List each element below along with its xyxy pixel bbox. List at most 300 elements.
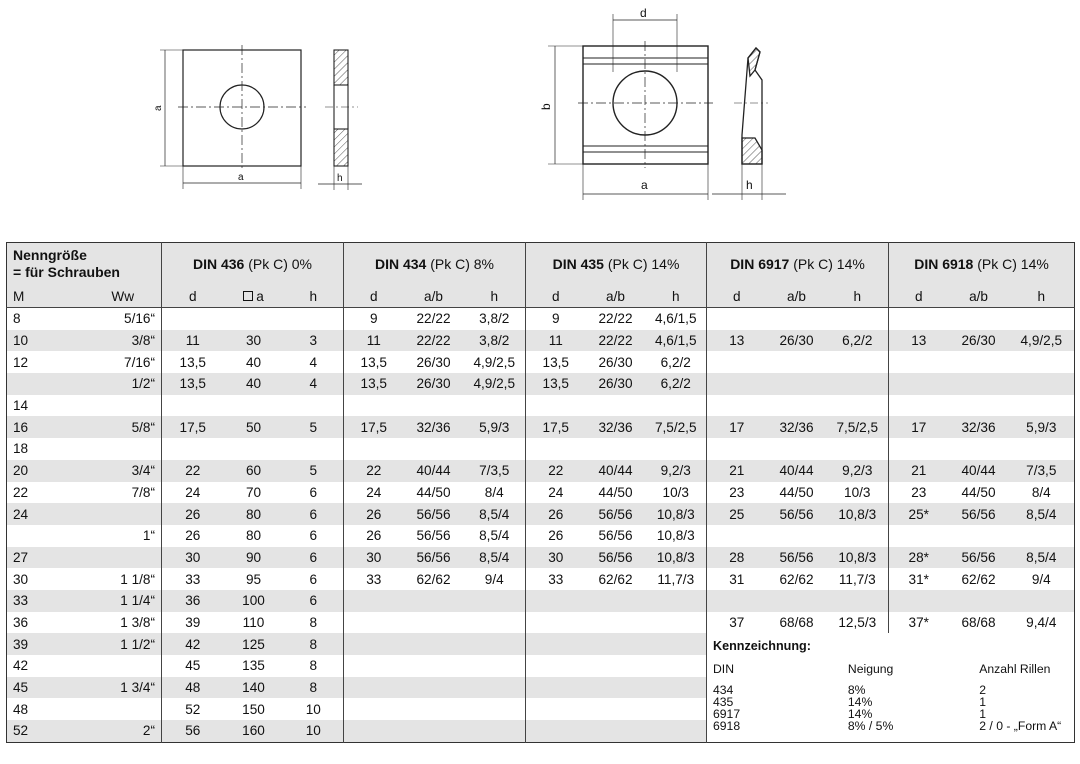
cell-435-d: 26 bbox=[526, 503, 586, 525]
cell-434-ab bbox=[404, 677, 464, 699]
cell-m: 20 bbox=[7, 460, 85, 482]
cell-434-d bbox=[344, 720, 404, 742]
kennzeichnung-cell: 14% bbox=[848, 696, 979, 708]
cell-435-h bbox=[646, 612, 707, 634]
cell-435-h bbox=[646, 655, 707, 677]
cell-436-d: 42 bbox=[162, 633, 224, 655]
cell-436-h: 5 bbox=[284, 416, 344, 438]
cell-434-d: 30 bbox=[344, 547, 404, 569]
cell-435-ab: 44/50 bbox=[598, 484, 633, 500]
cell-434-ab: 26/30 bbox=[404, 373, 464, 395]
cell-434-d bbox=[344, 395, 404, 417]
cell-6917-d: 13 bbox=[707, 330, 767, 352]
cell-436-ab: 140 bbox=[224, 677, 284, 699]
cell-436-h: 5 bbox=[284, 460, 344, 482]
cell-6918-d: 28* bbox=[889, 547, 949, 569]
cell-435-h: 11,7/3 bbox=[657, 571, 695, 587]
cell-m: 33 bbox=[7, 590, 85, 612]
cell-434-h: 7/3,5 bbox=[464, 460, 526, 482]
cell-436-h: 6 bbox=[309, 528, 318, 544]
cell-435-h bbox=[646, 677, 707, 699]
cell-436-d: 13,5 bbox=[162, 373, 224, 395]
cell-6918-ab bbox=[949, 438, 1009, 460]
cell-m: 14 bbox=[13, 398, 29, 414]
cell-ww bbox=[85, 698, 162, 720]
cell-434-h: 3,8/2 bbox=[479, 311, 510, 327]
cell-ww bbox=[85, 547, 162, 569]
col-header-435-ab: a/b bbox=[586, 285, 646, 308]
cell-6918-ab bbox=[949, 395, 1009, 417]
cell-434-ab bbox=[404, 720, 464, 742]
cell-434-h: 3,8/2 bbox=[464, 330, 526, 352]
cell-435-h bbox=[646, 438, 707, 460]
cell-436-ab: 100 bbox=[224, 590, 284, 612]
cell-436-d: 39 bbox=[162, 612, 224, 634]
col-header-436-a: a bbox=[224, 285, 284, 308]
table-row bbox=[7, 568, 1075, 590]
cell-6917-d bbox=[707, 590, 767, 612]
cell-434-h bbox=[464, 633, 526, 655]
cell-435-ab bbox=[586, 590, 646, 612]
cell-ww: 1 3/4“ bbox=[85, 677, 162, 699]
table-row bbox=[7, 633, 1075, 655]
group-header-din6917: DIN 6917 (Pk C) 14% bbox=[707, 243, 889, 286]
cell-ww: 3/8“ bbox=[85, 330, 162, 352]
cell-m: 48 bbox=[13, 701, 29, 717]
cell-436-ab: 70 bbox=[245, 484, 262, 500]
cell-ww: 5/8“ bbox=[85, 416, 162, 438]
cell-6917-d: 37 bbox=[707, 612, 767, 634]
cell-436-d bbox=[162, 438, 224, 460]
col-header-m: M bbox=[7, 285, 85, 308]
cell-435-ab bbox=[586, 438, 646, 460]
cell-435-d bbox=[526, 698, 586, 720]
col-header-435-h: h bbox=[646, 285, 707, 308]
cell-436-ab: 30 bbox=[224, 330, 284, 352]
table-row bbox=[7, 482, 1075, 504]
col-header-ww: Ww bbox=[85, 285, 162, 308]
cell-ww: 1 1/4“ bbox=[85, 590, 162, 612]
cell-m: 30 bbox=[13, 571, 29, 587]
cell-435-ab: 62/62 bbox=[598, 571, 633, 587]
cell-ww: 2“ bbox=[85, 720, 162, 742]
cell-435-d bbox=[526, 677, 586, 699]
cell-6918-ab: 26/30 bbox=[949, 330, 1009, 352]
cell-436-ab: 40 bbox=[245, 354, 262, 370]
kennzeichnung-header: DIN bbox=[713, 663, 848, 684]
cell-436-d: 26 bbox=[162, 525, 224, 547]
cell-435-d: 13,5 bbox=[526, 373, 586, 395]
kennzeichnung-cell: 6917 bbox=[713, 708, 848, 720]
cell-435-h: 6,2/2 bbox=[646, 373, 707, 395]
cell-434-ab bbox=[404, 698, 464, 720]
cell-436-h: 6 bbox=[309, 484, 318, 500]
cell-434-d: 26 bbox=[344, 503, 404, 525]
cell-6917-ab: 40/44 bbox=[767, 460, 827, 482]
kennzeichnung-cell: 8% / 5% bbox=[848, 720, 979, 732]
cell-6917-ab bbox=[767, 590, 827, 612]
cell-434-ab: 62/62 bbox=[416, 571, 451, 587]
wedge-washer-side-label: b bbox=[539, 103, 553, 110]
table-row bbox=[7, 351, 1075, 373]
cell-6918-h: 8,5/4 bbox=[1009, 503, 1075, 525]
cell-6917-h bbox=[827, 373, 889, 395]
cell-434-d: 26 bbox=[344, 525, 404, 547]
cell-436-h: 8 bbox=[309, 658, 318, 674]
cell-436-h bbox=[284, 438, 344, 460]
cell-434-ab: 56/56 bbox=[404, 547, 464, 569]
cell-435-ab bbox=[586, 395, 646, 417]
cell-435-d bbox=[526, 612, 586, 634]
kennzeichnung-cell: 8% bbox=[848, 684, 979, 696]
cell-6917-d bbox=[707, 525, 767, 547]
cell-434-ab bbox=[404, 395, 464, 417]
col-header-6917-ab: a/b bbox=[767, 285, 827, 308]
cell-435-d bbox=[526, 590, 586, 612]
cell-m: 8 bbox=[13, 311, 21, 327]
cell-435-d bbox=[526, 720, 586, 742]
cell-435-ab bbox=[586, 655, 646, 677]
square-washer-bottom-label: a bbox=[238, 172, 244, 183]
cell-ww: 1 3/8“ bbox=[120, 614, 155, 630]
col-header-436-d: d bbox=[162, 285, 224, 308]
cell-436-d bbox=[162, 395, 224, 417]
cell-435-h: 10,8/3 bbox=[646, 547, 707, 569]
cell-436-h: 4 bbox=[284, 373, 344, 395]
cell-435-h: 4,6/1,5 bbox=[646, 330, 707, 352]
cell-436-ab bbox=[224, 438, 284, 460]
cell-434-h bbox=[464, 438, 526, 460]
cell-6918-ab bbox=[949, 590, 1009, 612]
cell-6917-ab: 62/62 bbox=[779, 571, 814, 587]
cell-m: 27 bbox=[7, 547, 85, 569]
cell-435-h bbox=[646, 698, 707, 720]
cell-436-ab bbox=[224, 395, 284, 417]
cell-434-ab: 26/30 bbox=[416, 354, 451, 370]
cell-436-h: 3 bbox=[284, 330, 344, 352]
cell-434-ab bbox=[404, 590, 464, 612]
col-header-436-h: h bbox=[284, 285, 344, 308]
cell-434-h: 4,9/2,5 bbox=[473, 354, 516, 370]
cell-ww: 1“ bbox=[142, 528, 155, 544]
cell-6918-h bbox=[1009, 438, 1075, 460]
cell-435-h: 10,8/3 bbox=[646, 503, 707, 525]
kennzeichnung-cell: 1 bbox=[979, 696, 1068, 708]
cell-6917-h: 9,2/3 bbox=[827, 460, 889, 482]
cell-436-h bbox=[284, 308, 344, 330]
cell-ww: 7/8“ bbox=[131, 484, 155, 500]
cell-ww bbox=[85, 655, 162, 677]
cell-436-h: 4 bbox=[309, 354, 318, 370]
cell-436-h: 6 bbox=[309, 571, 318, 587]
cell-6918-d bbox=[889, 438, 949, 460]
cell-436-d: 24 bbox=[162, 482, 224, 504]
square-symbol-icon bbox=[243, 291, 253, 301]
kennzeichnung-header: Neigung bbox=[848, 663, 979, 684]
cell-6917-ab bbox=[767, 373, 827, 395]
cell-6917-d bbox=[707, 395, 767, 417]
cell-6918-d bbox=[889, 351, 949, 373]
cell-436-d: 52 bbox=[162, 698, 224, 720]
cell-6917-h: 10/3 bbox=[844, 484, 871, 500]
cell-434-d: 33 bbox=[344, 568, 404, 590]
cell-435-ab: 56/56 bbox=[586, 547, 646, 569]
cell-436-d: 48 bbox=[162, 677, 224, 699]
cell-6918-d bbox=[889, 308, 949, 330]
cell-436-ab: 40 bbox=[224, 373, 284, 395]
col-header-6917-d: d bbox=[707, 285, 767, 308]
cell-6918-h: 8/4 bbox=[1031, 484, 1051, 500]
cell-436-d: 13,5 bbox=[162, 351, 224, 373]
cell-436-d: 56 bbox=[162, 720, 224, 742]
cell-6917-ab bbox=[767, 351, 827, 373]
cell-434-d: 24 bbox=[344, 482, 404, 504]
cell-6918-d: 31* bbox=[889, 568, 949, 590]
cell-6917-d bbox=[707, 351, 767, 373]
cell-434-ab bbox=[404, 438, 464, 460]
cell-m: 45 bbox=[7, 677, 85, 699]
cell-6917-ab bbox=[767, 525, 827, 547]
kennzeichnung-cell: 2 bbox=[979, 684, 1068, 696]
cell-435-ab: 26/30 bbox=[598, 354, 633, 370]
kennzeichnung-header: Anzahl Rillen bbox=[979, 663, 1068, 684]
group-header-din436: DIN 436 (Pk C) 0% bbox=[162, 243, 344, 286]
table-row bbox=[7, 460, 1075, 482]
cell-436-d: 45 bbox=[162, 655, 224, 677]
table-row bbox=[7, 503, 1075, 525]
cell-6917-h: 12,5/3 bbox=[838, 614, 877, 630]
cell-6918-d: 37* bbox=[889, 612, 949, 634]
cell-436-ab: 150 bbox=[242, 701, 265, 717]
cell-6918-h: 8,5/4 bbox=[1009, 547, 1075, 569]
cell-6917-h bbox=[827, 438, 889, 460]
cell-ww bbox=[85, 438, 162, 460]
cell-436-d bbox=[162, 308, 224, 330]
table-row bbox=[7, 308, 1075, 330]
cell-6917-h bbox=[827, 590, 889, 612]
square-washer-front-view bbox=[160, 45, 306, 189]
cell-6918-d bbox=[889, 590, 949, 612]
cell-6917-h: 10,8/3 bbox=[827, 547, 889, 569]
wedge-washer-front-view bbox=[548, 14, 713, 200]
cell-436-ab: 125 bbox=[224, 633, 284, 655]
cell-6917-ab bbox=[767, 395, 827, 417]
col-header-6917-h: h bbox=[827, 285, 889, 308]
cell-6918-d: 23 bbox=[889, 482, 949, 504]
cell-436-d: 17,5 bbox=[162, 416, 224, 438]
cell-434-d: 13,5 bbox=[344, 351, 404, 373]
cell-ww bbox=[85, 395, 162, 417]
cell-6917-h: 6,2/2 bbox=[827, 330, 889, 352]
cell-6918-h: 5,9/3 bbox=[1009, 416, 1075, 438]
cell-435-ab bbox=[586, 633, 646, 655]
cell-436-ab: 95 bbox=[245, 571, 262, 587]
cell-435-ab: 32/36 bbox=[586, 416, 646, 438]
cell-6918-h bbox=[1009, 373, 1075, 395]
kennzeichnung-row bbox=[713, 684, 1068, 696]
wedge-washer-bottom-label: a bbox=[641, 178, 648, 192]
cell-6918-h bbox=[1009, 351, 1075, 373]
cell-6918-h: 7/3,5 bbox=[1009, 460, 1075, 482]
col-header-434-ab: a/b bbox=[404, 285, 464, 308]
cell-435-d: 30 bbox=[526, 547, 586, 569]
cell-6917-ab: 56/56 bbox=[767, 503, 827, 525]
table-row bbox=[7, 395, 1075, 417]
cell-ww: 1 1/8“ bbox=[120, 571, 155, 587]
cell-435-h: 4,6/1,5 bbox=[654, 311, 697, 327]
wedge-washer-top-label: d bbox=[640, 6, 647, 20]
cell-m: 52 bbox=[7, 720, 85, 742]
cell-6918-h bbox=[1009, 590, 1075, 612]
cell-434-ab: 22/22 bbox=[416, 311, 451, 327]
cell-6918-d bbox=[889, 373, 949, 395]
cell-434-d: 17,5 bbox=[344, 416, 404, 438]
kennzeichnung-legend bbox=[707, 633, 1075, 742]
cell-6917-ab: 44/50 bbox=[779, 484, 814, 500]
cell-m bbox=[7, 525, 85, 547]
cell-434-ab bbox=[404, 612, 464, 634]
cell-434-h: 4,9/2,5 bbox=[464, 373, 526, 395]
kennzeichnung-row bbox=[713, 720, 1068, 732]
kennzeichnung-cell: 6918 bbox=[713, 720, 848, 732]
group-header-din434: DIN 434 (Pk C) 8% bbox=[344, 243, 526, 286]
table-row bbox=[7, 612, 1075, 634]
cell-435-h: 6,2/2 bbox=[660, 354, 691, 370]
cell-6918-d: 17 bbox=[889, 416, 949, 438]
cell-6917-d bbox=[707, 373, 767, 395]
cell-436-ab: 60 bbox=[224, 460, 284, 482]
table-row bbox=[7, 373, 1075, 395]
cell-434-d bbox=[344, 438, 404, 460]
cell-ww: 1/2“ bbox=[85, 373, 162, 395]
cell-434-h bbox=[464, 720, 526, 742]
cell-436-h: 8 bbox=[309, 614, 318, 630]
cell-435-h bbox=[646, 590, 707, 612]
cell-6917-d: 31 bbox=[707, 568, 767, 590]
cell-6918-ab: 44/50 bbox=[961, 484, 996, 500]
kennzeichnung-table bbox=[713, 663, 1068, 732]
cell-6918-ab bbox=[949, 351, 1009, 373]
cell-434-ab: 22/22 bbox=[404, 330, 464, 352]
cell-m: 16 bbox=[7, 416, 85, 438]
kennzeichnung-cell: 14% bbox=[848, 708, 979, 720]
cell-6918-h: 9,4/4 bbox=[1026, 614, 1057, 630]
cell-434-h: 5,9/3 bbox=[464, 416, 526, 438]
cell-m: 39 bbox=[7, 633, 85, 655]
col-header-434-d: d bbox=[344, 285, 404, 308]
technical-drawings bbox=[0, 0, 1080, 235]
cell-6918-ab: 68/68 bbox=[961, 614, 996, 630]
cell-435-h: 10,8/3 bbox=[656, 528, 695, 544]
cell-435-ab: 22/22 bbox=[586, 330, 646, 352]
cell-435-d: 11 bbox=[526, 330, 586, 352]
cell-435-h: 9,2/3 bbox=[646, 460, 707, 482]
cell-434-d bbox=[344, 655, 404, 677]
cell-m: 36 bbox=[13, 614, 29, 630]
cell-434-h bbox=[464, 655, 526, 677]
cell-6918-ab: 32/36 bbox=[949, 416, 1009, 438]
cell-6918-ab: 56/56 bbox=[949, 547, 1009, 569]
cell-436-h: 10 bbox=[284, 720, 344, 742]
cell-6917-ab bbox=[767, 438, 827, 460]
cell-6918-h: 9/4 bbox=[1031, 571, 1051, 587]
cell-6918-ab: 40/44 bbox=[949, 460, 1009, 482]
cell-436-h: 10 bbox=[305, 701, 321, 717]
cell-6917-ab bbox=[767, 308, 827, 330]
kennzeichnung-cell: 2 / 0 - „Form A“ bbox=[979, 720, 1068, 732]
cell-6918-d bbox=[889, 525, 949, 547]
table-row bbox=[7, 438, 1075, 460]
cell-6918-ab bbox=[949, 525, 1009, 547]
table-row bbox=[7, 330, 1075, 352]
cell-434-h bbox=[464, 612, 526, 634]
cell-435-d: 22 bbox=[526, 460, 586, 482]
cell-434-h bbox=[464, 590, 526, 612]
cell-434-d: 9 bbox=[344, 308, 404, 330]
cell-435-ab: 40/44 bbox=[586, 460, 646, 482]
kennzeichnung-row bbox=[713, 708, 1068, 720]
cell-435-ab bbox=[586, 677, 646, 699]
cell-6917-h: 11,7/3 bbox=[838, 571, 876, 587]
cell-435-ab bbox=[586, 720, 646, 742]
cell-6917-h bbox=[827, 525, 889, 547]
cell-434-h: 8/4 bbox=[484, 484, 504, 500]
cell-6918-h bbox=[1009, 525, 1075, 547]
cell-435-d: 33 bbox=[526, 568, 586, 590]
kennzeichnung-cell: 434 bbox=[713, 684, 848, 696]
cell-436-h: 6 bbox=[284, 547, 344, 569]
cell-436-d: 26 bbox=[162, 503, 224, 525]
cell-434-d: 13,5 bbox=[344, 373, 404, 395]
group-header-din435: DIN 435 (Pk C) 14% bbox=[526, 243, 707, 286]
col-header-6918-h: h bbox=[1009, 285, 1075, 308]
cell-436-ab: 50 bbox=[224, 416, 284, 438]
cell-ww: 5/16“ bbox=[124, 311, 155, 327]
cell-435-h bbox=[646, 633, 707, 655]
cell-6918-d: 21 bbox=[889, 460, 949, 482]
cell-6917-ab: 26/30 bbox=[767, 330, 827, 352]
cell-436-d: 36 bbox=[162, 590, 224, 612]
cell-434-h: 9/4 bbox=[484, 571, 504, 587]
nenngroesse-header: Nenngröße = für Schrauben bbox=[7, 243, 162, 286]
table-row bbox=[7, 547, 1075, 569]
cell-435-ab: 26/30 bbox=[586, 373, 646, 395]
kennzeichnung-cell: 1 bbox=[979, 708, 1068, 720]
kennzeichnung-row bbox=[713, 696, 1068, 708]
cell-436-d: 33 bbox=[162, 568, 224, 590]
cell-436-ab: 110 bbox=[242, 614, 265, 630]
cell-436-h: 6 bbox=[284, 590, 344, 612]
cell-6917-d: 17 bbox=[707, 416, 767, 438]
cell-ww: 1 1/2“ bbox=[85, 633, 162, 655]
cell-6918-ab: 62/62 bbox=[961, 571, 996, 587]
col-header-6918-d: d bbox=[889, 285, 949, 308]
cell-436-h: 8 bbox=[284, 677, 344, 699]
cell-m: 18 bbox=[13, 441, 29, 457]
cell-435-d: 24 bbox=[526, 482, 586, 504]
cell-436-ab: 80 bbox=[224, 503, 284, 525]
cell-435-d: 26 bbox=[526, 525, 586, 547]
cell-435-d: 9 bbox=[526, 308, 586, 330]
cell-m bbox=[7, 373, 85, 395]
cell-434-ab bbox=[404, 655, 464, 677]
cell-6917-d: 25 bbox=[707, 503, 767, 525]
cell-434-h bbox=[464, 677, 526, 699]
cell-435-d bbox=[526, 633, 586, 655]
cell-436-ab bbox=[224, 308, 284, 330]
cell-434-h bbox=[464, 395, 526, 417]
cell-434-ab bbox=[404, 633, 464, 655]
